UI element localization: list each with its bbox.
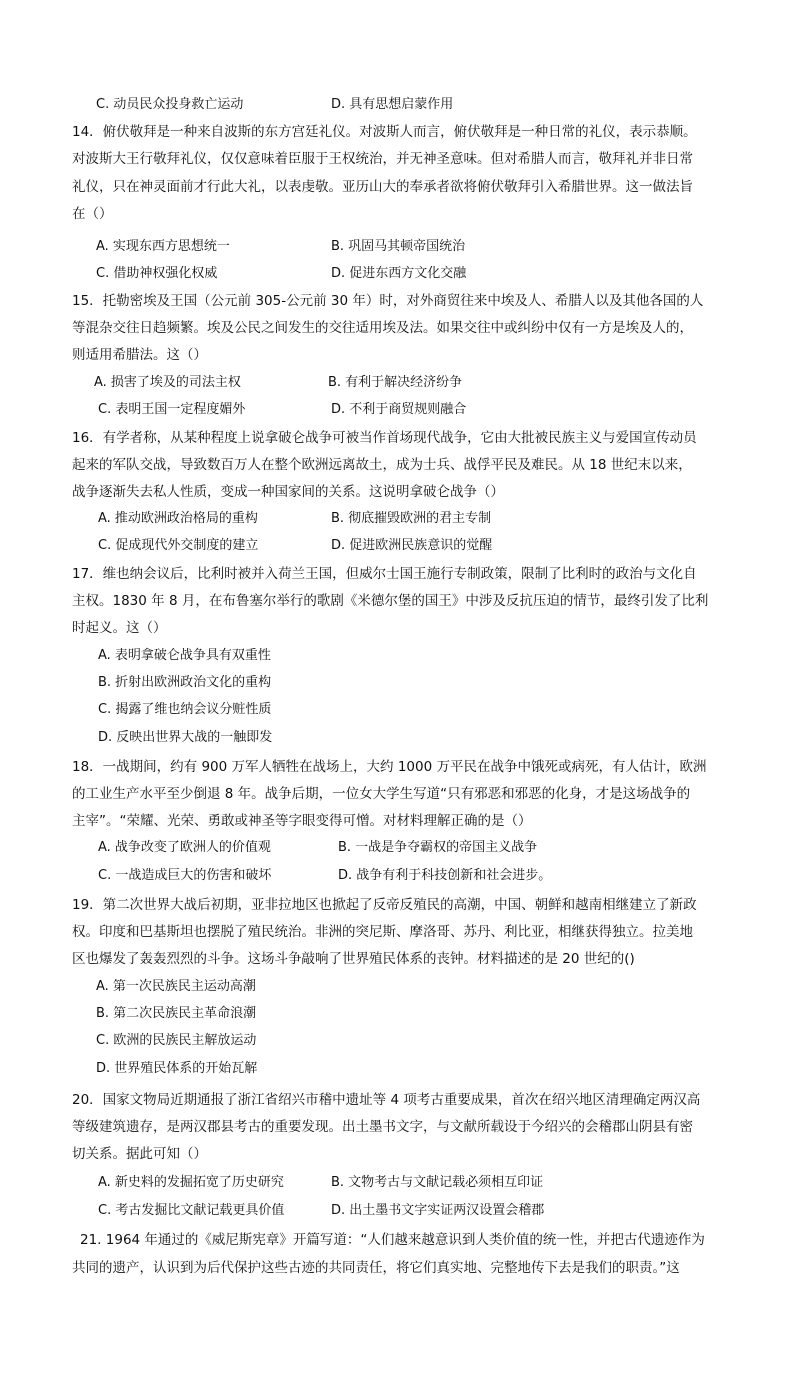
q21-line-1: 21. 1964 年通过的《威尼斯宪章》开篇写道：“人们越来越意识到人类价值的统一性，并把古代遗迹作为 bbox=[80, 1232, 705, 1248]
q19-line-3: 区也爆发了轰轰烈烈的斗争。这场斗争敲响了世界殖民体系的丧钟。材料描述的是 20 世纪的() bbox=[72, 951, 635, 967]
q20-option-a: A. 新史料的发掘拓宽了历史研究 bbox=[98, 1175, 284, 1190]
q20-option-d: D. 出土墨书文字实证两汉设置会稽郡 bbox=[331, 1203, 545, 1218]
q18-option-d: D. 战争有利于科技创新和社会进步。 bbox=[338, 868, 552, 883]
q16-line-1: 16．有学者称，从某种程度上说拿破仑战争可被当作首场现代战争，它由大批被民族主义与爱国宣传动员 bbox=[72, 430, 697, 446]
q18-option-a: A. 战争改变了欧洲人的价值观 bbox=[98, 840, 271, 855]
q16-option-d: D. 促进欧洲民族意识的觉醒 bbox=[331, 538, 493, 553]
q19-line-2: 权。印度和巴基斯坦也摆脱了殖民统治。非洲的突尼斯、摩洛哥、苏丹、利比亚，相继获得独立。拉美地 bbox=[72, 924, 693, 940]
q16-option-b: B. 彻底摧毁欧洲的君主专制 bbox=[331, 511, 492, 526]
q17-option-d: D. 反映出世界大战的一触即发 bbox=[98, 730, 273, 745]
q21-line-2: 共同的遗产，认识到为后代保护这些古迹的共同责任，将它们真实地、完整地传下去是我们的职责。”这 bbox=[72, 1260, 680, 1276]
q16-option-a: A. 推动欧洲政治格局的重构 bbox=[98, 511, 258, 526]
q20-option-c: C. 考古发掘比文献记载更具价值 bbox=[98, 1203, 285, 1218]
q15-option-d: D. 不利于商贸规则融合 bbox=[331, 402, 467, 417]
q18-option-c: C. 一战造成巨大的伤害和破坏 bbox=[98, 868, 272, 883]
q20-line-1: 20．国家文物局近期通报了浙江省绍兴市稽中遗址等 4 项考古重要成果，首次在绍兴地区清理确定两汉高 bbox=[72, 1092, 701, 1108]
q14-line-3: 礼仪，只在神灵面前才行此大礼，以表虔敬。亚历山大的奉承者欲将俯伏敬拜引入希腊世界。这一做法旨 bbox=[72, 179, 693, 195]
q17-option-c: C. 揭露了维也纳会议分赃性质 bbox=[98, 702, 272, 717]
q14-option-d: D. 促进东西方文化交融 bbox=[331, 266, 467, 281]
q16-line-2: 起来的军队交战，导致数百万人在整个欧洲远离故土，成为士兵、战俘平民及难民。从 18 世纪末以来， bbox=[72, 457, 692, 473]
q18-option-b: B. 一战是争夺霸权的帝国主义战争 bbox=[338, 840, 538, 855]
q14-option-c: C. 借助神权强化权威 bbox=[96, 266, 218, 281]
q16-option-c: C. 促成现代外交制度的建立 bbox=[98, 538, 259, 553]
q19-line-1: 19．第二次世界大战后初期，亚非拉地区也掀起了反帝反殖民的高潮，中国、朝鲜和越南相继建立了新政 bbox=[72, 897, 697, 913]
q19-option-a: A. 第一次民族民主运动高潮 bbox=[96, 979, 256, 994]
q15-option-b: B. 有利于解决经济纷争 bbox=[328, 375, 463, 390]
q18-line-3: 主宰”。“荣耀、光荣、勇敢或神圣等字眼变得可憎。对材料理解正确的是（） bbox=[72, 813, 532, 829]
q13-option-c: C. 动员民众投身救亡运动 bbox=[96, 97, 244, 112]
q19-option-c: C. 欧洲的民族民主解放运动 bbox=[96, 1033, 257, 1048]
q20-line-3: 切关系。据此可知（） bbox=[72, 1146, 207, 1162]
q17-option-a: A. 表明拿破仑战争具有双重性 bbox=[98, 648, 271, 663]
q17-option-b: B. 折射出欧洲政治文化的重构 bbox=[98, 675, 272, 690]
q15-option-a: A. 损害了埃及的司法主权 bbox=[94, 375, 241, 390]
q20-line-2: 等级建筑遗存，是两汉郡县考古的重要发现。出土墨书文字，与文献所载设于今绍兴的会稽郡山阴县有密 bbox=[72, 1119, 693, 1135]
q15-line-2: 等混杂交往日趋频繁。埃及公民之间发生的交往适用埃及法。如果交往中或纠纷中仅有一方是埃及人的， bbox=[72, 320, 693, 336]
q17-line-2: 主权。1830 年 8 月，在布鲁塞尔举行的歌剧《米德尔堡的国王》中涉及反抗压迫的情节，最终引发了比利 bbox=[72, 593, 709, 609]
q15-option-c: C. 表明王国一定程度媚外 bbox=[98, 402, 246, 417]
q20-option-b: B. 文物考古与文献记载必须相互印证 bbox=[331, 1175, 544, 1190]
q14-line-2: 对波斯大王行敬拜礼仪，仅仅意味着臣服于王权统治，并无神圣意味。但对希腊人而言，敬拜礼并非日常 bbox=[72, 151, 693, 167]
q18-line-2: 的工业生产水平至少倒退 8 年。战争后期，一位女大学生写道“只有邪恶和邪恶的化身，才是这场战争的 bbox=[72, 786, 691, 802]
q19-option-d: D. 世界殖民体系的开始瓦解 bbox=[96, 1061, 258, 1076]
q14-line-1: 14．俯伏敬拜是一种来自波斯的东方宫廷礼仪。对波斯人而言，俯伏敬拜是一种日常的礼仪，表示恭顺。 bbox=[72, 124, 697, 140]
q15-line-3: 则适用希腊法。这（） bbox=[72, 347, 207, 363]
q17-line-3: 时起义。这（） bbox=[72, 620, 167, 636]
q14-option-b: B. 巩固马其顿帝国统治 bbox=[331, 239, 466, 254]
q14-option-a: A. 实现东西方思想统一 bbox=[96, 239, 230, 254]
q18-line-1: 18．一战期间，约有 900 万军人牺牲在战场上，大约 1000 万平民在战争中饿死或病死，有人估计，欧洲 bbox=[72, 759, 707, 775]
q17-line-1: 17．维也纳会议后，比利时被并入荷兰王国，但威尔士国王施行专制政策，限制了比利时的政治与文化自 bbox=[72, 566, 697, 582]
q19-option-b: B. 第二次民族民主革命浪潮 bbox=[96, 1006, 257, 1021]
q16-line-3: 战争逐渐失去私人性质，变成一种国家间的关系。这说明拿破仑战争（） bbox=[72, 484, 504, 500]
q14-line-4: 在（） bbox=[72, 206, 113, 222]
q15-line-1: 15．托勒密埃及王国（公元前 305-公元前 30 年）时，对外商贸往来中埃及人、希腊人以及其他各国的人 bbox=[72, 293, 704, 309]
q13-option-d: D. 具有思想启蒙作用 bbox=[331, 97, 454, 112]
